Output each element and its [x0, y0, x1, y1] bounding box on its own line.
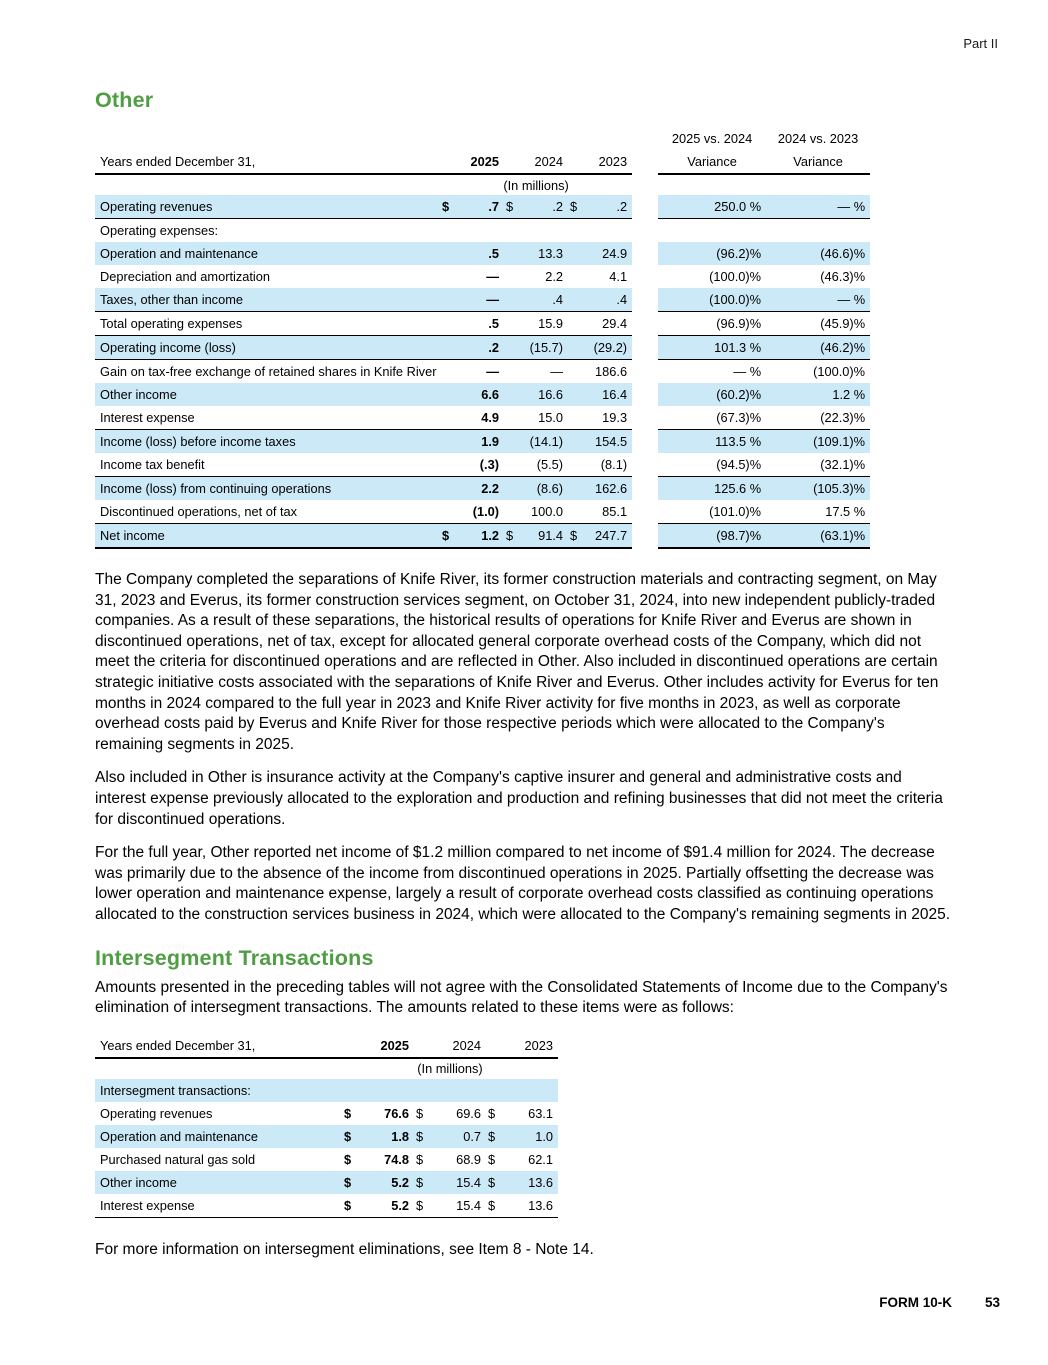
spacer-cell	[632, 174, 658, 195]
spacer-cell	[632, 360, 658, 384]
value-cell	[568, 242, 582, 265]
page-footer	[879, 1295, 1000, 1310]
table-row	[95, 524, 870, 549]
value-cell: (96.9)%	[658, 312, 766, 336]
spacer-cell	[632, 195, 658, 219]
other-paragraph-2: Also included in Other is insurance activity at the Company's captive insurer and general and administrative costs and interest expense previously allocated to the exploration and production and refining businesses that did not meet the criteria for discontinued operations.	[95, 769, 943, 828]
value-cell: 15.4	[430, 1194, 486, 1218]
value-cell: (109.1)%	[766, 430, 870, 454]
value-cell	[358, 1079, 414, 1102]
page-content	[95, 88, 953, 1260]
value-cell: $	[440, 524, 454, 549]
value-cell	[454, 219, 504, 243]
value-cell	[504, 265, 518, 288]
value-cell: $	[344, 1105, 352, 1121]
row-label: Total operating expenses	[95, 312, 440, 336]
column-header-row	[95, 150, 870, 174]
value-cell: — %	[766, 195, 870, 219]
value-cell	[440, 360, 454, 384]
value-cell: 154.5	[582, 430, 632, 454]
table-row	[95, 1171, 558, 1194]
value-cell: (67.3)%	[658, 406, 766, 430]
intersegment-section-heading: Intersegment Transactions	[95, 945, 374, 970]
value-cell: $	[568, 195, 582, 219]
value-cell: 85.1	[582, 500, 632, 524]
spacer-cell	[632, 265, 658, 288]
spacer-cell	[632, 383, 658, 406]
table-row	[95, 406, 870, 430]
spacer-cell	[632, 430, 658, 454]
row-label: Operating revenues	[95, 195, 440, 219]
table-row	[95, 1148, 558, 1171]
value-cell: $	[342, 1171, 358, 1194]
value-cell	[440, 500, 454, 524]
value-cell	[504, 336, 518, 360]
spacer-cell	[632, 500, 658, 524]
value-cell: (8.1)	[582, 453, 632, 477]
value-cell: $	[488, 1105, 496, 1121]
row-label: Operating income (loss)	[95, 336, 440, 360]
value-cell	[440, 430, 454, 454]
value-cell: $	[416, 1151, 424, 1167]
value-cell: $	[568, 524, 582, 549]
units-row	[95, 1058, 558, 1079]
intersegment-table	[95, 1034, 558, 1218]
value-cell: (63.1)%	[766, 524, 870, 549]
table-row	[95, 312, 870, 336]
value-cell: 13.6	[502, 1171, 558, 1194]
units-row	[95, 174, 870, 195]
page-number: 53	[984, 1295, 1000, 1310]
value-cell: $	[504, 195, 518, 219]
other-paragraph-3: For the full year, Other reported net income of $1.2 million compared to net income of $91.4 million for 2024. The decrease was primarily due to the absence of the income from discontinued operations in 2025. Partially offsetting the decrease was lower operation and maintenance expense, largely a result of corporate overhead costs classified as continuing operations allocated to the construction services business in 2024, which were allocated to the Company's remaining segments in 2025.	[95, 844, 951, 923]
value-cell: $	[504, 524, 518, 549]
value-cell: 13.6	[502, 1194, 558, 1218]
row-label: Income (loss) from continuing operations	[95, 477, 440, 501]
value-cell	[504, 453, 518, 477]
value-cell	[568, 477, 582, 501]
row-label: Taxes, other than income	[95, 288, 440, 312]
year-header-2024: 2024	[504, 150, 568, 174]
value-cell: (94.5)%	[658, 453, 766, 477]
value-cell	[568, 219, 582, 243]
value-cell: 113.5 %	[658, 430, 766, 454]
value-cell: (14.1)	[518, 430, 568, 454]
value-cell: 4.9	[454, 406, 504, 430]
table-row	[95, 242, 870, 265]
value-cell: 250.0 %	[658, 195, 766, 219]
value-cell: 5.2	[358, 1194, 414, 1218]
value-cell: 15.9	[518, 312, 568, 336]
value-cell: $	[416, 1105, 424, 1121]
row-label: Net income	[95, 524, 440, 549]
value-cell: 0.7	[430, 1125, 486, 1148]
value-cell	[568, 406, 582, 430]
spacer-cell	[632, 453, 658, 477]
spacer-cell	[632, 127, 658, 150]
value-cell: .7	[454, 195, 504, 219]
value-cell: 24.9	[582, 242, 632, 265]
row-label: Other income	[95, 1171, 342, 1194]
value-cell: $	[342, 1125, 358, 1148]
units-note: (In millions)	[503, 177, 569, 193]
variance-period-2-label: 2024 vs. 2023	[777, 131, 859, 146]
value-cell	[502, 1079, 558, 1102]
units-note: (In millions)	[417, 1061, 483, 1077]
spacer-cell	[632, 336, 658, 360]
value-cell	[568, 360, 582, 384]
value-cell	[504, 406, 518, 430]
value-cell: .5	[454, 242, 504, 265]
value-cell: 13.3	[518, 242, 568, 265]
value-cell: 17.5 %	[766, 500, 870, 524]
value-cell: 125.6 %	[658, 477, 766, 501]
value-cell: (46.6)%	[766, 242, 870, 265]
row-label: Gain on tax-free exchange of retained shares in Knife River	[100, 364, 437, 379]
value-cell: (100.0)%	[658, 288, 766, 312]
value-cell	[430, 1079, 486, 1102]
row-label: Discontinued operations, net of tax	[95, 500, 440, 524]
intersegment-intro-paragraph: Amounts presented in the preceding tables will not agree with the Consolidated Statements of Income due to the Company's elimination of intersegment transactions. The amounts related to these items were as follows:	[95, 978, 948, 1017]
spacer-cell	[632, 288, 658, 312]
value-cell: 4.1	[609, 269, 628, 284]
value-cell: 1.9	[454, 430, 504, 454]
table-row	[95, 1194, 558, 1218]
row-label: Intersegment transactions:	[95, 1079, 342, 1102]
value-cell: 29.4	[582, 312, 632, 336]
value-cell	[440, 453, 454, 477]
value-cell: $	[414, 1194, 430, 1218]
value-cell	[504, 477, 518, 501]
value-cell: 5.2	[358, 1171, 414, 1194]
value-cell	[568, 265, 582, 288]
other-financial-table	[95, 127, 870, 549]
value-cell	[504, 242, 518, 265]
value-cell: (5.5)	[518, 453, 568, 477]
table-caption: Years ended December 31,	[95, 150, 440, 174]
value-cell: (100.0)%	[709, 269, 762, 284]
value-cell: $	[486, 1171, 502, 1194]
value-cell	[440, 336, 454, 360]
value-cell: $	[486, 1194, 502, 1218]
value-cell: 100.0	[518, 500, 568, 524]
table-row	[95, 1102, 558, 1125]
value-cell: .4	[518, 288, 568, 312]
table-row	[95, 477, 870, 501]
value-cell: —	[454, 288, 504, 312]
value-cell	[440, 265, 454, 288]
spacer-cell	[632, 406, 658, 430]
table-row	[95, 195, 870, 219]
variance-period-header-row	[95, 127, 870, 150]
row-label: Income tax benefit	[95, 453, 440, 477]
value-cell	[414, 1079, 430, 1102]
value-cell: 16.6	[518, 383, 568, 406]
value-cell: .4	[582, 288, 632, 312]
intersegment-footnote: For more information on intersegment eliminations, see Item 8 - Note 14.	[95, 1240, 594, 1258]
row-label: Purchased natural gas sold	[100, 1151, 256, 1167]
table-row	[95, 1079, 558, 1102]
year-header-2023: 2023	[486, 1034, 558, 1058]
value-cell: (101.0)%	[658, 500, 766, 524]
row-label: Interest expense	[95, 1194, 342, 1218]
value-cell: $	[440, 195, 454, 219]
value-cell	[504, 500, 518, 524]
value-cell	[568, 383, 582, 406]
value-cell	[568, 430, 582, 454]
variance-column-header-2: Variance	[766, 150, 870, 174]
table-row	[95, 219, 870, 243]
value-cell: .2	[454, 336, 504, 360]
table-row	[95, 430, 870, 454]
value-cell	[568, 312, 582, 336]
value-cell: 74.8	[384, 1151, 409, 1167]
table-row	[95, 360, 870, 384]
value-cell	[766, 219, 870, 243]
value-cell	[440, 288, 454, 312]
value-cell: 101.3 %	[658, 336, 766, 360]
table-row	[95, 288, 870, 312]
value-cell: (.3)	[454, 453, 504, 477]
value-cell: — %	[733, 364, 762, 379]
value-cell: 6.6	[454, 383, 504, 406]
value-cell: (22.3)%	[766, 406, 870, 430]
value-cell: 15.4	[430, 1171, 486, 1194]
value-cell	[440, 312, 454, 336]
row-label: Interest expense	[95, 406, 440, 430]
value-cell: $	[486, 1125, 502, 1148]
spacer-cell	[632, 477, 658, 501]
value-cell	[440, 406, 454, 430]
value-cell: (29.2)	[582, 336, 632, 360]
value-cell: 62.1	[528, 1151, 553, 1167]
value-cell	[504, 219, 518, 243]
value-cell: 186.6	[595, 364, 628, 379]
value-cell: (60.2)%	[658, 383, 766, 406]
value-cell	[504, 312, 518, 336]
table-row	[95, 383, 870, 406]
table-row	[95, 336, 870, 360]
value-cell: 1.2 %	[766, 383, 870, 406]
value-cell: 247.7	[582, 524, 632, 549]
value-cell	[440, 219, 454, 243]
value-cell: 16.4	[582, 383, 632, 406]
variance-column-header-1: Variance	[658, 150, 766, 174]
value-cell: $	[414, 1171, 430, 1194]
value-cell	[440, 383, 454, 406]
value-cell: —	[550, 364, 563, 379]
table-row	[95, 500, 870, 524]
value-cell: —	[486, 269, 499, 284]
value-cell: $	[342, 1194, 358, 1218]
row-label: Other income	[95, 383, 440, 406]
value-cell	[486, 1079, 502, 1102]
table-caption: Years ended December 31,	[95, 1034, 342, 1058]
value-cell	[440, 477, 454, 501]
value-cell	[568, 500, 582, 524]
table-row	[95, 265, 870, 288]
value-cell: 19.3	[582, 406, 632, 430]
table-row	[95, 1125, 558, 1148]
value-cell	[504, 383, 518, 406]
value-cell	[568, 453, 582, 477]
table-row	[95, 453, 870, 477]
value-cell: (45.9)%	[766, 312, 870, 336]
value-cell: (96.2)%	[658, 242, 766, 265]
value-cell: $	[488, 1151, 496, 1167]
value-cell: 2.2	[545, 269, 563, 284]
value-cell: $	[414, 1125, 430, 1148]
value-cell: $	[344, 1151, 352, 1167]
value-cell: (15.7)	[518, 336, 568, 360]
part-label: Part II	[963, 36, 998, 51]
value-cell: (1.0)	[454, 500, 504, 524]
value-cell	[504, 360, 518, 384]
value-cell: 63.1	[528, 1105, 553, 1121]
row-label: Operating revenues	[100, 1105, 213, 1121]
row-label: Operation and maintenance	[95, 1125, 342, 1148]
value-cell	[440, 242, 454, 265]
value-cell	[568, 288, 582, 312]
other-section-heading: Other	[95, 88, 154, 112]
value-cell	[518, 219, 568, 243]
row-label: Operation and maintenance	[95, 242, 440, 265]
spacer-cell	[632, 219, 658, 243]
value-cell: (98.7)%	[658, 524, 766, 549]
value-cell: 162.6	[582, 477, 632, 501]
spacer-cell	[632, 312, 658, 336]
value-cell: 69.6	[456, 1105, 481, 1121]
value-cell	[504, 430, 518, 454]
value-cell: 15.0	[518, 406, 568, 430]
value-cell: (8.6)	[518, 477, 568, 501]
value-cell: .2	[518, 195, 568, 219]
value-cell: 1.8	[358, 1125, 414, 1148]
year-header-2025: 2025	[342, 1034, 414, 1058]
year-header-2025: 2025	[440, 150, 504, 174]
variance-period-1-label: 2025 vs. 2024	[671, 131, 753, 146]
value-cell	[582, 219, 632, 243]
value-cell: — %	[766, 288, 870, 312]
other-paragraph-1: The Company completed the separations of Knife River, its former construction materials and contracting segment, on May 31, 2023 and Everus, its former construction services segment, on October 31, 2024, into new independent publicly-traded companies. As a result of these separations, the historical results of operations for Knife River and Everus are shown in discontinued operations, net of tax, except for allocated general corporate overhead costs of the Company, which did not meet the criteria for discontinued operations and are reflected in Other. Also included in discontinued operations are certain strategic initiative costs associated with the separations of Knife River and Everus. Other includes activity for Everus for ten months in 2024 compared to the full year in 2023 and Knife River activity for five months in 2023, as well as corporate overhead costs paid by Everus and Knife River for those respective periods which were allocated to the Company's remaining segments in 2025.	[95, 571, 939, 753]
value-cell: (100.0)%	[813, 364, 866, 379]
value-cell: (46.3)%	[820, 269, 866, 284]
value-cell	[568, 336, 582, 360]
value-cell: 91.4	[518, 524, 568, 549]
year-header-2024: 2024	[414, 1034, 486, 1058]
value-cell: (32.1)%	[766, 453, 870, 477]
row-label: Income (loss) before income taxes	[95, 430, 440, 454]
row-label: Operating expenses:	[100, 223, 219, 238]
value-cell: 76.6	[384, 1105, 409, 1121]
value-cell: .5	[454, 312, 504, 336]
value-cell	[504, 288, 518, 312]
form-label: FORM 10-K	[879, 1295, 952, 1310]
value-cell: 68.9	[456, 1151, 481, 1167]
value-cell: 1.0	[502, 1125, 558, 1148]
value-cell	[342, 1079, 358, 1102]
value-cell: —	[486, 364, 499, 379]
row-label: Depreciation and amortization	[100, 269, 271, 284]
value-cell: 1.2	[454, 524, 504, 549]
value-cell: (105.3)%	[766, 477, 870, 501]
value-cell	[658, 219, 766, 243]
value-cell: (46.2)%	[766, 336, 870, 360]
column-header-row	[95, 1034, 558, 1058]
spacer-cell	[632, 150, 658, 174]
spacer-cell	[632, 524, 658, 549]
value-cell: 2.2	[454, 477, 504, 501]
spacer-cell	[632, 242, 658, 265]
year-header-2023: 2023	[568, 150, 632, 174]
value-cell: .2	[582, 195, 632, 219]
